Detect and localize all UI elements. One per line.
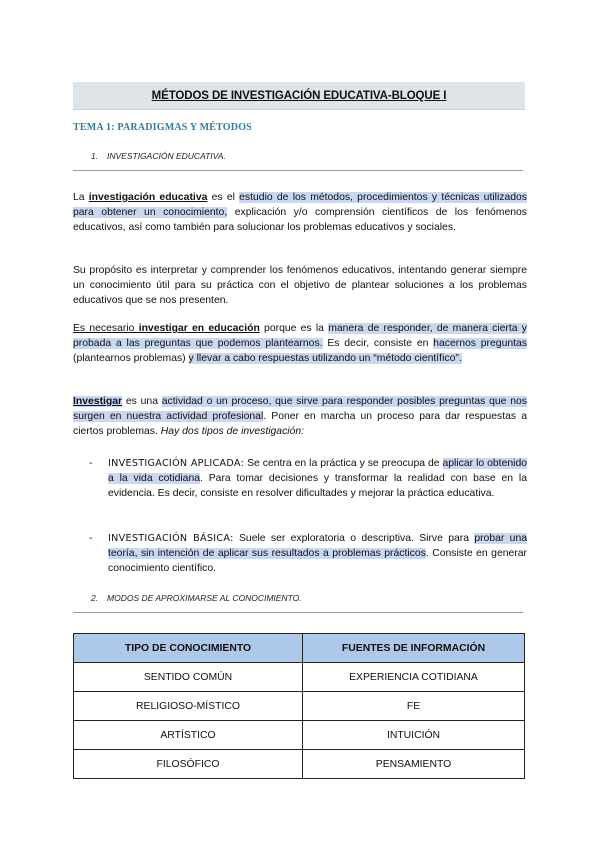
text-run: explicación y/o comprensión científicos de los fenómenos educativos, así como también para solucionar los problemas educativos y sociales. xyxy=(73,207,527,233)
paragraph-investigar xyxy=(73,394,527,439)
table-cell: FILOSÓFICO xyxy=(74,750,303,779)
title-banner xyxy=(73,82,525,110)
text-run: Suele ser exploratoria o descriptiva. Sirve para xyxy=(233,533,475,544)
list-item-body xyxy=(108,531,527,576)
section-divider xyxy=(73,612,523,613)
text-run: es una xyxy=(122,396,162,407)
section-heading-2 xyxy=(91,593,302,603)
table-row xyxy=(74,750,525,779)
highlighted-text: aplicar lo obtenido a la vida cotidiana xyxy=(108,458,527,484)
bold-term: investigar en educación xyxy=(138,323,260,334)
text-run: . Consiste en generar conocimiento científico. xyxy=(108,548,527,574)
highlighted-text: y llevar a cabo respuestas utilizando un “método científico”. xyxy=(188,353,462,364)
highlighted-text: hacernos preguntas xyxy=(433,338,527,349)
table-row xyxy=(74,692,525,721)
table-cell: SENTIDO COMÚN xyxy=(74,663,303,692)
table-cell: RELIGIOSO-MÍSTICO xyxy=(74,692,303,721)
knowledge-table xyxy=(73,633,525,779)
table-header-cell: FUENTES DE INFORMACIÓN xyxy=(303,634,525,663)
text-run: La xyxy=(73,192,89,203)
table-cell: ARTÍSTICO xyxy=(74,721,303,750)
table-cell: INTUICIÓN xyxy=(303,721,525,750)
section-number: 2. xyxy=(91,593,99,603)
highlighted-text: estudio de los métodos, procedimientos y técnicas utilizados para obtener un conocimiento, xyxy=(73,192,527,218)
highlighted-text: probar una teoría, sin intención de aplicar sus resultados a problemas prácticos xyxy=(108,533,528,559)
table-header-cell: TIPO DE CONOCIMIENTO xyxy=(74,634,303,663)
section-label: MODOS DE APROXIMARSE AL CONOCIMIENTO. xyxy=(107,593,302,603)
bold-term: investigación educativa xyxy=(88,192,208,203)
table-header-row xyxy=(74,634,525,663)
table-row xyxy=(74,663,525,692)
text-run: Es necesario xyxy=(73,323,139,334)
table-cell: EXPERIENCIA COTIDIANA xyxy=(303,663,525,692)
paragraph-proposito: Su propósito es interpretar y comprender los fenómenos educativos, intentando generar siempre un conocimiento útil para su práctica con el objetivo de plantear soluciones a los problemas educativos que se nos presenten. xyxy=(73,265,527,306)
list-item-lead: INVESTIGACIÓN APLICADA: xyxy=(108,458,245,469)
list-item-body xyxy=(108,456,527,501)
section-number: 1. xyxy=(91,151,99,161)
bullet-dash: - xyxy=(89,458,93,469)
text-run: porque es la xyxy=(259,323,329,334)
bold-term: Investigar xyxy=(73,396,123,407)
text-run: (plantearnos problemas) xyxy=(73,353,189,364)
table-cell: FE xyxy=(303,692,525,721)
section-heading-1 xyxy=(91,151,226,161)
text-run: es el xyxy=(207,192,240,203)
section-label: INVESTIGACIÓN EDUCATIVA. xyxy=(107,151,226,161)
italic-text: Hay dos tipos de investigación: xyxy=(160,426,305,437)
section-divider xyxy=(73,170,523,171)
list-item-lead: INVESTIGACIÓN BÁSICA: xyxy=(108,533,234,544)
paragraph-investigacion-educativa xyxy=(73,190,527,235)
list-item-basica xyxy=(89,531,527,576)
tema-heading: TEMA 1: PARADIGMAS Y MÉTODOS xyxy=(73,122,252,133)
paragraph-necesario-investigar xyxy=(73,321,527,366)
highlighted-text: actividad o un proceso, que sirve para responder posibles preguntas que nos surgen en nuestra actividad profesional xyxy=(73,396,527,422)
text-run: . Poner en marcha un proceso para dar respuestas a ciertos problemas. xyxy=(73,411,527,437)
table-cell: PENSAMIENTO xyxy=(303,750,525,779)
document-title: MÉTODOS DE INVESTIGACIÓN EDUCATIVA-BLOQUE I xyxy=(151,89,447,102)
text-run: Es decir, consiste en xyxy=(322,338,434,349)
highlighted-text: manera de responder, de manera cierta y probada a las preguntas que podemos plantearnos. xyxy=(73,323,527,349)
text-run: Se centra en la práctica y se preocupa de xyxy=(244,458,443,469)
list-item-aplicada xyxy=(89,456,527,501)
table-row xyxy=(74,721,525,750)
bullet-dash: - xyxy=(89,533,93,544)
text-run: . Para tomar decisiones y transformar la realidad con base en la evidencia. Es decir, consiste en resolver dificultades y mejorar la práctica educativa. xyxy=(108,473,527,499)
